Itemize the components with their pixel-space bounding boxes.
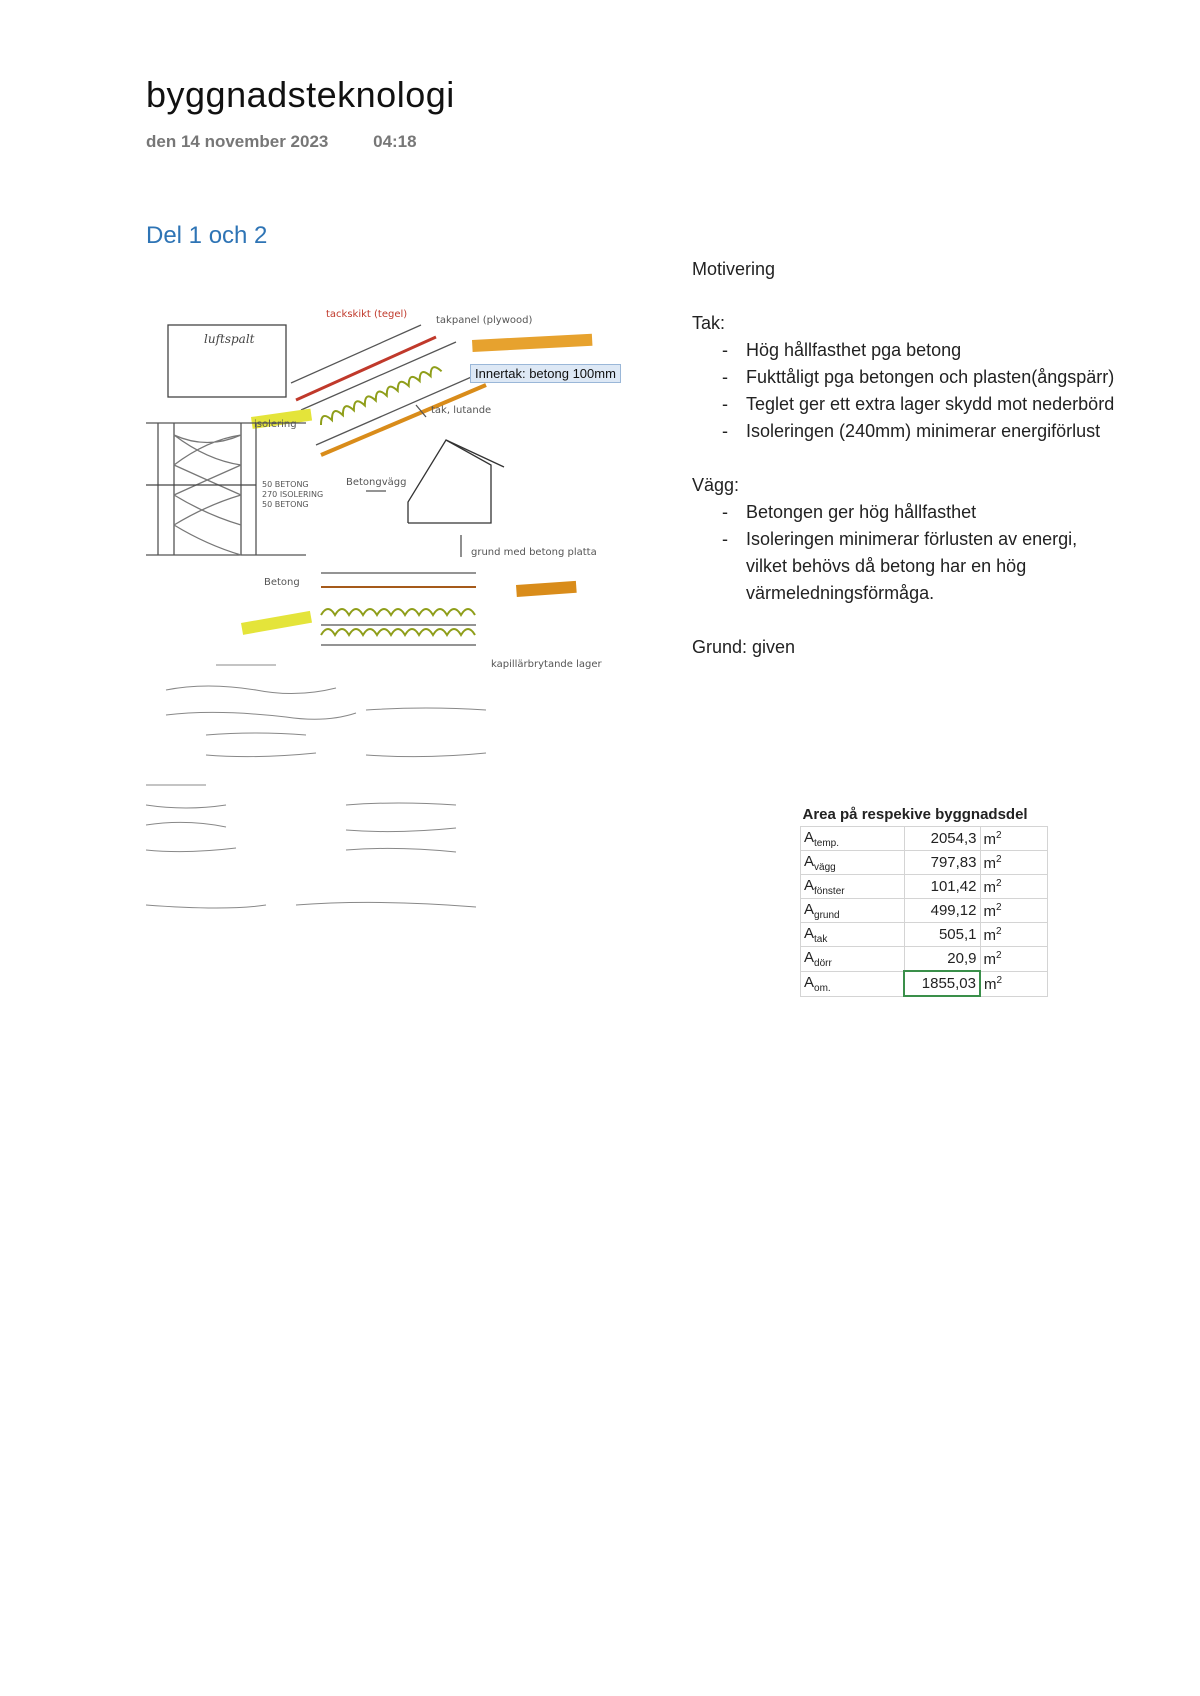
section-heading: Del 1 och 2 [146,222,268,249]
sketch-label-takpanel: takpanel (plywood) [436,315,533,326]
area-label-sub: grund [814,909,840,921]
area-label: A [804,948,815,966]
list-item: - Teglet ger ett extra lager skydd mot nederbörd [692,391,1122,418]
area-label-sub: om. [814,982,831,994]
wall-insulation-loops [174,435,241,555]
table-row [801,827,1048,851]
wall-layer-2: 270 ISOLERING [262,490,324,499]
area-value: 2054,3 [904,827,980,851]
list-item: - Fukttåligt pga betongen och plasten(ångspärr) [692,364,1122,391]
vagg-label: Vägg: [692,475,740,495]
area-label-sub: vägg [814,861,836,873]
handwritten-notes [146,665,486,908]
table-row [801,875,1048,899]
sketch-label-grund: grund med betong platta [471,547,597,558]
wall-layer-1: 50 BETONG [262,480,309,489]
area-table [800,803,1048,997]
area-unit: $m^2$ [980,923,1048,947]
area-unit: $m^2$ [980,875,1048,899]
sketch-label-isolering: isolering [254,419,297,430]
construction-sketch [146,305,656,1025]
area-label-sub: dörr [814,957,832,969]
area-label: A [804,900,815,918]
list-item: - Isoleringen minimerar förlusten av energi, vilket behövs då betong har en hög värmeledningsförmåga. [692,526,1122,607]
area-label: A [804,828,815,846]
area-table-title: Area på respekive byggnadsdel [802,806,1028,823]
vagg-list [692,499,1122,607]
table-row [801,947,1048,972]
area-value: 505,1 [904,923,980,947]
sketch-label-luftspalt: luftspalt [204,332,255,346]
house-outline [408,440,491,523]
table-row [801,971,1048,996]
highlight-orange-top [472,334,592,352]
sketch-label-betongvagg: Betongvägg [346,477,407,488]
list-item: - Betongen ger hög hållfasthet [692,499,1122,526]
table-row [801,899,1048,923]
innertak-label: Innertak: betong 100mm [470,364,621,383]
tak-list [692,337,1122,445]
area-value: 499,12 [904,899,980,923]
area-unit: $m^2$ [980,947,1048,972]
table-row [801,923,1048,947]
sketch-label-kapillar: kapillärbrytande lager [491,659,602,670]
area-label: A [804,876,815,894]
ground-insulation-wave [321,609,475,615]
area-label: A [804,924,815,942]
area-label: A [804,852,815,870]
area-value: 20,9 [904,947,980,972]
area-value: 1855,03 [904,971,980,996]
sketch-label-tackskikt: tackskikt (tegel) [326,309,408,320]
tak-label: Tak: [692,313,726,333]
highlight-yellow-ground [241,611,312,635]
motivering-block [692,256,1122,661]
grund-label: Grund: given [692,637,796,657]
area-label-sub: tak [814,933,828,945]
area-label-sub: temp. [814,837,840,849]
area-value: 101,42 [904,875,980,899]
sketch-label-betong: Betong [264,577,300,588]
motivering-heading: Motivering [692,259,776,279]
area-value: 797,83 [904,851,980,875]
area-label: A [804,973,815,991]
area-label-sub: fönster [814,885,845,897]
area-unit: $m^2$ [980,971,1048,996]
table-row [801,851,1048,875]
list-item: - Isoleringen (240mm) minimerar energiförlust [692,418,1122,445]
page-meta [146,132,417,152]
highlight-orange-ground [516,581,577,597]
page-title: byggnadsteknologi [146,74,455,115]
area-unit: $m^2$ [980,827,1048,851]
list-item: - Hög hållfasthet pga betong [692,337,1122,364]
page-date: den 14 november 2023 [146,132,329,151]
area-unit: $m^2$ [980,851,1048,875]
area-unit: $m^2$ [980,899,1048,923]
sketch-label-tak-lutande: tak, lutande [431,405,492,416]
wall-layer-3: 50 BETONG [262,500,309,509]
page-time: 04:18 [373,132,417,151]
